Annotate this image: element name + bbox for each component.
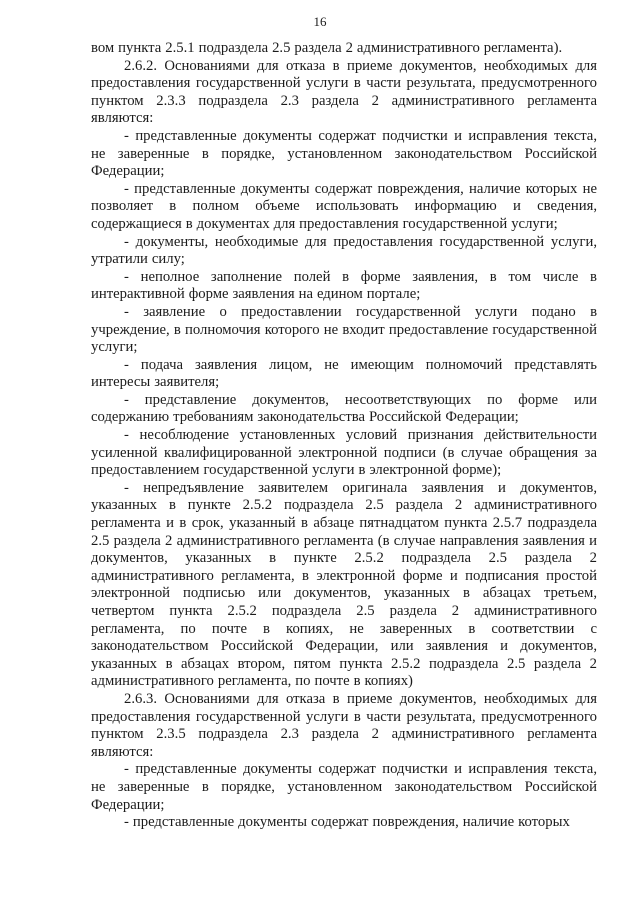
page-number: 16 <box>313 14 327 29</box>
section-heading-paragraph: 2.6.2. Основаниями для отказа в приеме документов, необходимых для предоставления государственной услуги в части результата, предусмотренного пунктом 2.3.3 подраздела 2.3 раздела 2 административного регламента являются: <box>91 57 597 127</box>
list-item: - непредъявление заявителем оригинала заявления и документов, указанных в пункте 2.5.2 подраздела 2.5 раздела 2 административного регламента и в срок, указанный в абзаце пятнадцатом пункта 2.5.7 подраздела 2.5 раздела 2 административного регламента (в случае направления заявления и документов, указанных в пункте 2.5.2 подраздела 2.5 раздела 2 административного регламента, в электронной форме и подписания простой электронной подписью или документов, указанных в абзацах третьем, четвертом пункта 2.5.2 подраздела 2.5 раздела 2 административного регламента, по почте в копиях, не заверенных в соответствии с законодательством Российской Федерации, или заявления и документов, указанных в абзацах втором, пятом пункта 2.5.2 подраздела 2.5 раздела 2 административного регламента, по почте в копиях) <box>91 479 597 690</box>
list-item: - представленные документы содержат подчистки и исправления текста, не заверенные в порядке, установленном законодательством Российской Федерации; <box>91 127 597 180</box>
list-item: - заявление о предоставлении государственной услуги подано в учреждение, в полномочия которого не входит предоставление государственной услуги; <box>91 303 597 356</box>
list-item: - представление документов, несоответствующих по форме или содержанию требованиям законодательства Российской Федерации; <box>91 391 597 426</box>
paragraph: вом пункта 2.5.1 подраздела 2.5 раздела 2 административного регламента). <box>91 40 563 56</box>
list-item: - подача заявления лицом, не имеющим полномочий представлять интересы заявителя; <box>91 356 597 391</box>
list-item: - представленные документы содержат повреждения, наличие которых не позволяет в полном объеме использовать информацию и сведения, содержащиеся в документах для предоставления государственной услуги; <box>91 180 597 232</box>
section-heading-paragraph: 2.6.3. Основаниями для отказа в приеме документов, необходимых для предоставления государственной услуги в части результата, предусмотренного пунктом 2.3.5 подраздела 2.3 раздела 2 административного регламента являются: <box>91 690 597 760</box>
list-item: - представленные документы содержат подчистки и исправления текста, не заверенные в порядке, установленном законодательством Российской Федерации; <box>91 761 597 813</box>
list-item: - несоблюдение установленных условий признания действительности усиленной квалифицированной электронной подписи (в случае обращения за предоставлением государственной услуги в электронной форме); <box>91 427 597 479</box>
list-item: - документы, необходимые для предоставления государственной услуги, утратили силу; <box>91 233 597 268</box>
list-item: - неполное заполнение полей в форме заявления, в том числе в интерактивной форме заявления на едином портале; <box>91 268 597 303</box>
document-body <box>91 40 597 832</box>
list-item: - представленные документы содержат повреждения, наличие которых <box>124 814 570 831</box>
